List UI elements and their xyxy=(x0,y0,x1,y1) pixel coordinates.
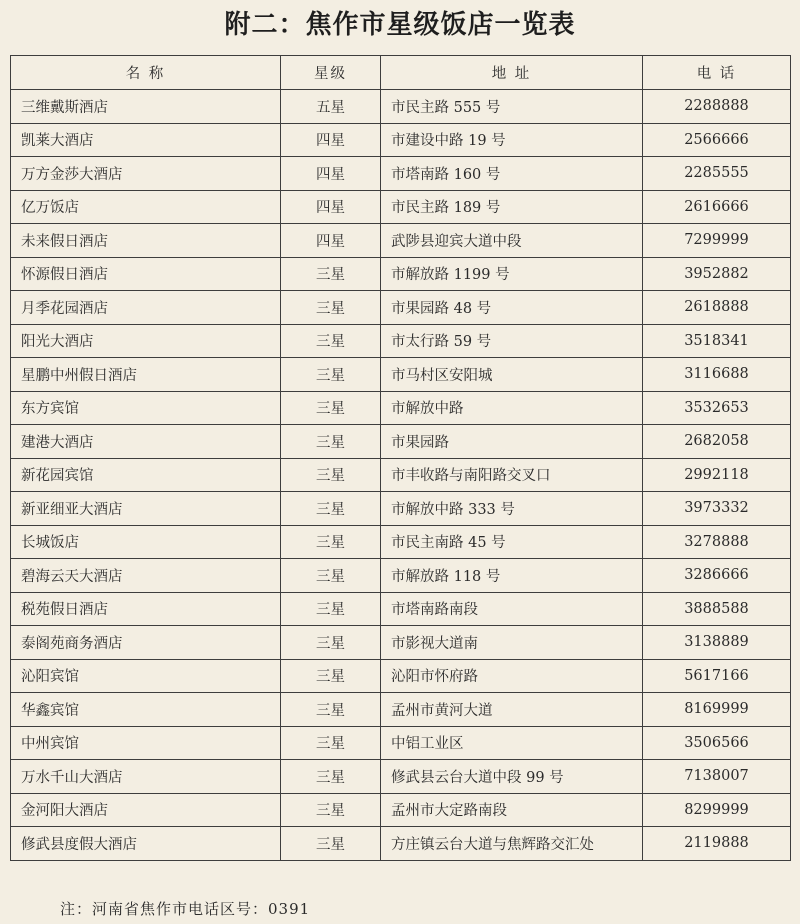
cell-phone: 2618888 xyxy=(643,291,791,325)
table-header-row xyxy=(11,56,791,90)
cell-star: 五星 xyxy=(281,90,381,124)
cell-star: 三星 xyxy=(281,425,381,459)
cell-star: 三星 xyxy=(281,525,381,559)
cell-address: 市建设中路 19 号 xyxy=(381,123,643,157)
cell-name: 金河阳大酒店 xyxy=(11,793,281,827)
cell-phone: 2566666 xyxy=(643,123,791,157)
cell-phone: 2288888 xyxy=(643,90,791,124)
cell-phone: 3532653 xyxy=(643,391,791,425)
cell-address: 市解放中路 333 号 xyxy=(381,492,643,526)
cell-address: 市民主南路 45 号 xyxy=(381,525,643,559)
table-row xyxy=(11,358,791,392)
table-row xyxy=(11,123,791,157)
cell-phone: 2992118 xyxy=(643,458,791,492)
cell-address: 市太行路 59 号 xyxy=(381,324,643,358)
table-row xyxy=(11,458,791,492)
cell-name: 月季花园酒店 xyxy=(11,291,281,325)
cell-name: 东方宾馆 xyxy=(11,391,281,425)
cell-address: 市果园路 48 号 xyxy=(381,291,643,325)
table-row xyxy=(11,793,791,827)
cell-star: 三星 xyxy=(281,693,381,727)
cell-address: 武陟县迎宾大道中段 xyxy=(381,224,643,258)
cell-star: 三星 xyxy=(281,827,381,861)
cell-name: 阳光大酒店 xyxy=(11,324,281,358)
header-name: 名 称 xyxy=(11,56,281,90)
cell-address: 市马村区安阳城 xyxy=(381,358,643,392)
cell-name: 华鑫宾馆 xyxy=(11,693,281,727)
cell-phone: 2119888 xyxy=(643,827,791,861)
table-row xyxy=(11,324,791,358)
cell-phone: 8169999 xyxy=(643,693,791,727)
table-row xyxy=(11,391,791,425)
cell-name: 星鹏中州假日酒店 xyxy=(11,358,281,392)
cell-address: 市塔南路 160 号 xyxy=(381,157,643,191)
table-row xyxy=(11,492,791,526)
cell-address: 市果园路 xyxy=(381,425,643,459)
cell-star: 三星 xyxy=(281,291,381,325)
table-row xyxy=(11,525,791,559)
page-title: 附二：焦作市星级饭店一览表 xyxy=(224,10,576,40)
table-row xyxy=(11,659,791,693)
cell-star: 三星 xyxy=(281,760,381,794)
cell-phone: 3888588 xyxy=(643,592,791,626)
table-row xyxy=(11,827,791,861)
cell-star: 三星 xyxy=(281,257,381,291)
cell-address: 市解放路 118 号 xyxy=(381,559,643,593)
cell-phone: 3518341 xyxy=(643,324,791,358)
table-row xyxy=(11,559,791,593)
cell-phone: 3138889 xyxy=(643,626,791,660)
table-row xyxy=(11,291,791,325)
table-row xyxy=(11,190,791,224)
cell-name: 沁阳宾馆 xyxy=(11,659,281,693)
cell-star: 四星 xyxy=(281,123,381,157)
cell-star: 三星 xyxy=(281,458,381,492)
cell-phone: 7138007 xyxy=(643,760,791,794)
cell-name: 未来假日酒店 xyxy=(11,224,281,258)
table-row xyxy=(11,224,791,258)
table-row xyxy=(11,592,791,626)
table-row xyxy=(11,257,791,291)
cell-address: 方庄镇云台大道与焦辉路交汇处 xyxy=(381,827,643,861)
cell-star: 四星 xyxy=(281,190,381,224)
cell-phone: 7299999 xyxy=(643,224,791,258)
cell-star: 三星 xyxy=(281,324,381,358)
cell-star: 四星 xyxy=(281,224,381,258)
cell-address: 市解放中路 xyxy=(381,391,643,425)
cell-name: 长城饭店 xyxy=(11,525,281,559)
table-body xyxy=(11,90,791,861)
cell-phone: 2285555 xyxy=(643,157,791,191)
cell-address: 市民主路 555 号 xyxy=(381,90,643,124)
cell-star: 三星 xyxy=(281,726,381,760)
cell-name: 怀源假日酒店 xyxy=(11,257,281,291)
cell-phone: 3278888 xyxy=(643,525,791,559)
cell-name: 亿万饭店 xyxy=(11,190,281,224)
cell-star: 三星 xyxy=(281,492,381,526)
footnote: 注：河南省焦作市电话区号：0391 xyxy=(60,900,311,918)
cell-name: 万水千山大酒店 xyxy=(11,760,281,794)
table-row xyxy=(11,90,791,124)
table-row xyxy=(11,425,791,459)
cell-name: 建港大酒店 xyxy=(11,425,281,459)
cell-address: 市丰收路与南阳路交叉口 xyxy=(381,458,643,492)
table-row xyxy=(11,626,791,660)
cell-name: 凯莱大酒店 xyxy=(11,123,281,157)
cell-address: 修武县云台大道中段 99 号 xyxy=(381,760,643,794)
cell-phone: 2682058 xyxy=(643,425,791,459)
cell-name: 碧海云天大酒店 xyxy=(11,559,281,593)
cell-address: 市影视大道南 xyxy=(381,626,643,660)
header-phone: 电 话 xyxy=(643,56,791,90)
cell-phone: 2616666 xyxy=(643,190,791,224)
cell-star: 三星 xyxy=(281,626,381,660)
table-row xyxy=(11,693,791,727)
cell-phone: 3952882 xyxy=(643,257,791,291)
cell-address: 中铝工业区 xyxy=(381,726,643,760)
cell-name: 中州宾馆 xyxy=(11,726,281,760)
cell-address: 孟州市大定路南段 xyxy=(381,793,643,827)
cell-address: 市解放路 1199 号 xyxy=(381,257,643,291)
cell-phone: 3116688 xyxy=(643,358,791,392)
cell-star: 三星 xyxy=(281,659,381,693)
cell-star: 三星 xyxy=(281,592,381,626)
cell-name: 修武县度假大酒店 xyxy=(11,827,281,861)
cell-star: 三星 xyxy=(281,793,381,827)
table-row xyxy=(11,760,791,794)
header-star: 星级 xyxy=(281,56,381,90)
cell-address: 市塔南路南段 xyxy=(381,592,643,626)
cell-phone: 5617166 xyxy=(643,659,791,693)
cell-star: 三星 xyxy=(281,391,381,425)
table-row xyxy=(11,157,791,191)
cell-phone: 8299999 xyxy=(643,793,791,827)
cell-name: 万方金莎大酒店 xyxy=(11,157,281,191)
cell-phone: 3506566 xyxy=(643,726,791,760)
cell-phone: 3286666 xyxy=(643,559,791,593)
cell-address: 孟州市黄河大道 xyxy=(381,693,643,727)
cell-star: 三星 xyxy=(281,559,381,593)
cell-phone: 3973332 xyxy=(643,492,791,526)
cell-star: 四星 xyxy=(281,157,381,191)
cell-name: 税苑假日酒店 xyxy=(11,592,281,626)
cell-address: 市民主路 189 号 xyxy=(381,190,643,224)
cell-name: 三维戴斯酒店 xyxy=(11,90,281,124)
cell-name: 新亚细亚大酒店 xyxy=(11,492,281,526)
hotel-table xyxy=(10,55,791,861)
cell-address: 沁阳市怀府路 xyxy=(381,659,643,693)
table-row xyxy=(11,726,791,760)
header-address: 地 址 xyxy=(381,56,643,90)
cell-star: 三星 xyxy=(281,358,381,392)
cell-name: 新花园宾馆 xyxy=(11,458,281,492)
cell-name: 泰阁苑商务酒店 xyxy=(11,626,281,660)
